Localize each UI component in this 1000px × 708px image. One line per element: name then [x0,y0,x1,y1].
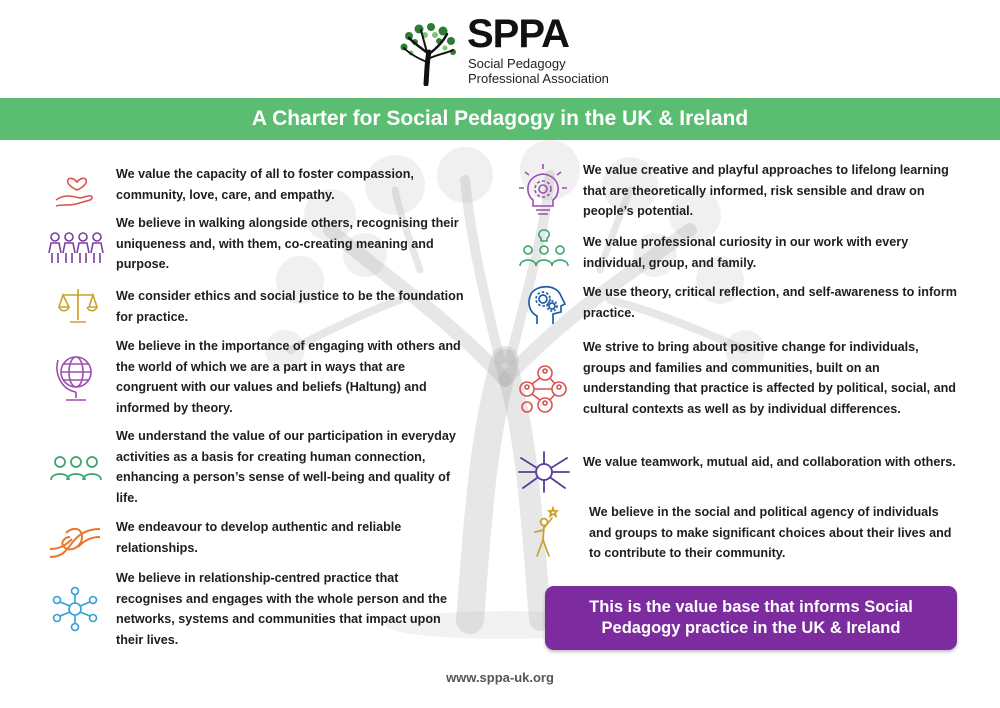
lightbulb-gear-icon [517,162,569,216]
org-acronym: SPPA [467,12,569,56]
value-item-theory [515,282,960,330]
value-text: We endeavour to develop authentic and reliable relationships. [116,520,402,555]
reaching-person-icon [529,506,563,560]
footer [0,670,1000,685]
value-item-compassion [48,164,468,212]
charter-banner [0,98,1000,140]
callout-text: This is the value base that informs Social Pedagogy practice in the UK & Ireland [589,598,913,637]
value-text: We strive to bring about positive change for individuals, groups and families and communities, built on an understanding that practice is affected by political, social, and cultural contexts as well as by individual differences. [583,340,956,416]
hands-together-icon [517,450,571,494]
value-item-relationships [48,517,468,565]
head-gears-icon [523,282,569,326]
value-item-participation [48,426,468,512]
network-icon [52,586,98,632]
knot-icon [48,523,102,563]
connected-people-icon [515,363,569,415]
globe-icon [54,350,98,404]
value-text: We understand the value of our participation in everyday activities as a basis for creating human connection, enhancing a person’s sense of well-being and quality of life. [116,429,456,505]
value-text: We believe in relationship-centred practice that recognises and engages with the whole person and the networks, systems and communities that impact upon their lives. [116,571,447,647]
org-name-line1: Social Pedagogy [468,56,566,71]
value-item-teamwork [515,452,960,500]
hand-heart-icon [52,166,102,208]
website-link[interactable]: www.sppa-uk.org [446,670,554,685]
org-name [468,56,609,86]
charter-title: A Charter for Social Pedagogy in the UK & Ireland [251,107,749,130]
tree-logo-icon [395,20,461,86]
header-logo [395,12,635,91]
three-people-icon [50,454,102,488]
value-text: We value teamwork, mutual aid, and collaboration with others. [583,455,956,469]
value-item-agency [515,502,960,566]
people-group-icon [48,231,104,267]
value-item-relationship-centred [48,568,468,654]
value-item-positive-change [515,337,960,441]
value-text: We believe in the importance of engaging with others and the world of which we are a part in ways that are congruent with our values and beliefs (Haltung) and informed by theory. [116,339,461,415]
curious-group-icon [519,228,569,270]
org-name-line2: Professional Association [468,71,609,86]
value-text: We value the capacity of all to foster compassion, community, love, care, and empathy. [116,167,414,202]
value-text: We value professional curiosity in our work with every individual, group, and family. [583,235,909,270]
value-text: We consider ethics and social justice to be the foundation for practice. [116,289,464,324]
value-item-walking-alongside [48,213,468,281]
value-text: We value creative and playful approaches to lifelong learning that are theoretically informed, risk sensible and draw on people’s potential. [583,163,949,218]
value-base-callout [545,586,957,650]
value-text: We believe in the social and political agency of individuals and groups to make significant choices about their lives and to contribute to their community. [589,505,952,560]
value-text: We use theory, critical reflection, and self-awareness to inform practice. [583,285,957,320]
value-text: We believe in walking alongside others, recognising their uniqueness and, with them, co-creating meaning and purpose. [116,216,459,271]
value-item-ethics [48,286,468,334]
scales-icon [58,286,98,326]
value-item-engaging [48,336,468,422]
value-item-creative [515,160,960,224]
value-item-curiosity [515,232,960,280]
